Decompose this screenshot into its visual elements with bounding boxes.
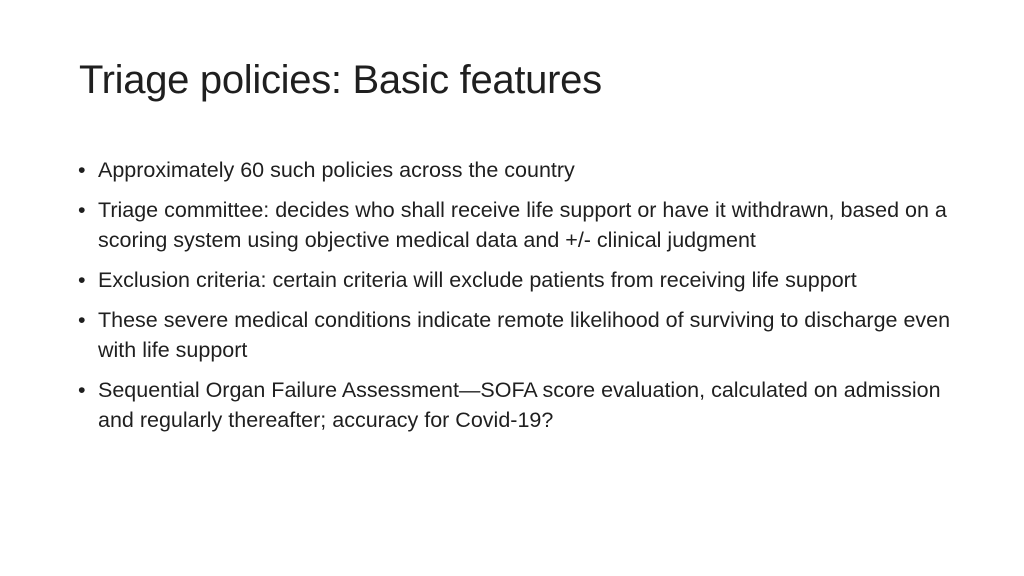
- bullet-text: Triage committee: decides who shall receive life support or have it withdrawn, based on a scoring system using objective medical data and +/- clinical judgment: [98, 198, 947, 252]
- bullet-dot-icon: •: [78, 198, 86, 222]
- bullet-dot-icon: •: [78, 158, 86, 182]
- bullet-item: [76, 375, 956, 435]
- bullet-text: These severe medical conditions indicate remote likelihood of surviving to discharge even with life support: [98, 308, 951, 362]
- bullet-text: Sequential Organ Failure Assessment—SOFA score evaluation, calculated on admission and regularly thereafter; accuracy for Covid-19?: [98, 378, 941, 432]
- bullet-item: [76, 265, 956, 295]
- bullet-item: [76, 155, 956, 185]
- bullet-dot-icon: •: [78, 308, 86, 332]
- slide-title: Triage policies: Basic features: [79, 58, 602, 102]
- bullet-dot-icon: •: [78, 378, 86, 402]
- bullet-list: [76, 155, 956, 445]
- bullet-item: [76, 305, 956, 365]
- bullet-dot-icon: •: [78, 268, 86, 292]
- bullet-text: Approximately 60 such policies across the country: [98, 158, 575, 182]
- bullet-text: Exclusion criteria: certain criteria will exclude patients from receiving life support: [98, 268, 857, 292]
- bullet-item: [76, 195, 956, 255]
